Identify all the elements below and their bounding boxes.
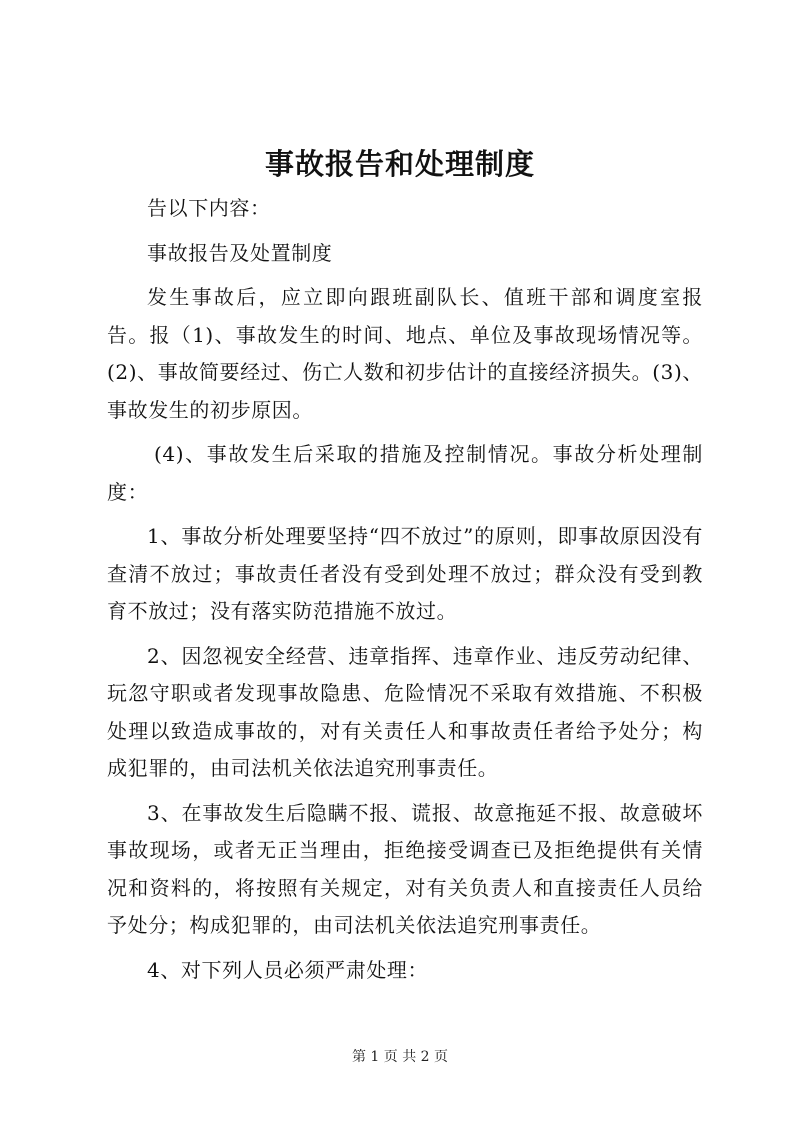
paragraph-item-2: 2、因忽视安全经营、违章指挥、违章作业、违反劳动纪律、玩忽守职或者发现事故隐患、危险情况不采取有效措施、不积极处理以致造成事故的，对有关责任人和事故责任者给予处分；构成犯罪的，由司法机关依法追究刑事责任。 bbox=[107, 643, 703, 780]
document-title: 事故报告和处理制度 bbox=[264, 147, 535, 181]
page-footer: 第 1 页 共 2 页 bbox=[351, 1049, 449, 1065]
document-body bbox=[107, 190, 703, 996]
paragraph-intro: 告以下内容： bbox=[147, 196, 271, 220]
paragraph-item-1: 1、事故分析处理要坚持“四不放过”的原则，即事故原因没有查清不放过；事故责任者没有受到处理不放过；群众没有受到教育不放过；没有落实防范措施不放过。 bbox=[107, 524, 703, 623]
paragraph-item-3: 3、在事故发生后隐瞒不报、谎报、故意拖延不报、故意破坏事故现场，或者无正当理由，拒绝接受调查已及拒绝提供有关情况和资料的，将按照有关规定，对有关负责人和直接责任人员给予处分；构成犯罪的，由司法机关依法追究刑事责任。 bbox=[107, 800, 703, 937]
paragraph-measures: (4)、事故发生后采取的措施及控制情况。事故分析处理制度： bbox=[107, 442, 703, 504]
paragraph-heading-report: 事故报告及处置制度 bbox=[147, 240, 333, 265]
paragraph-item-4: 4、对下列人员必须严肃处理： bbox=[147, 957, 429, 982]
paragraph-report-procedure: 发生事故后，应立即向跟班副队长、值班干部和调度室报告。报（1)、事故发生的时间、地点、单位及事故现场情况等。(2)、事故简要经过、伤亡人数和初步估计的直接经济损失。(3)、事故发生的初步原因。 bbox=[107, 285, 703, 422]
